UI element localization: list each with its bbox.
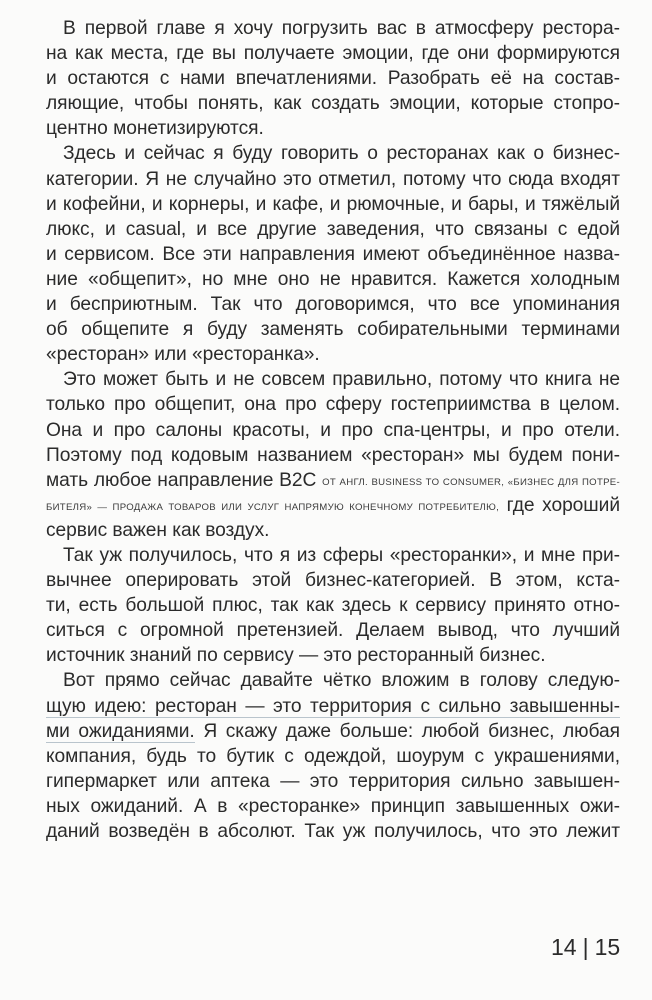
text-line: ных ожиданий. А в «ресторанке» принцип завышенных ожи-	[46, 795, 620, 817]
text-line: ние «общепит», но мне оно не нравится. Кажется холодным	[46, 268, 620, 290]
text-line: Вот прямо сейчас давайте чётко вложим в голову следую-	[63, 670, 620, 692]
text-line	[46, 694, 620, 719]
text-line: Это может быть и не совсем правильно, потому что книга не	[63, 369, 620, 391]
text-line: на как места, где вы получаете эмоции, где они формируются	[46, 43, 620, 65]
text-line: ляющие, чтобы понять, как создать эмоции, которые стопро-	[46, 93, 620, 115]
text-line: и остаются с нами впечатлениями. Разобрать её на состав-	[46, 68, 620, 90]
text-span: мать любое направление B2C	[46, 469, 317, 491]
text-span: где хороший	[506, 494, 620, 516]
page-number-separator: |	[582, 934, 589, 960]
text-line	[46, 493, 620, 518]
page-number-right: 15	[594, 934, 621, 960]
page-number-left: 14	[551, 934, 577, 960]
text-line: ситься с огромной претензией. Делаем вывод, что лучший	[46, 620, 620, 642]
text-line: центно монетизируются.	[46, 118, 264, 140]
text-line: Так уж получилось, что я из сферы «ресторанки», и мне при-	[63, 544, 620, 566]
text-span: Я скажу даже больше: любой бизнес, любая	[203, 720, 620, 742]
text-line: сервис важен как воздух.	[46, 519, 270, 541]
text-line: компания, будь то бутик с одеждой, шоурум с украшениями,	[46, 745, 620, 767]
text-line	[46, 719, 620, 744]
highlighted-text: ми ожиданиями.	[46, 720, 195, 742]
text-body	[46, 16, 620, 844]
text-line: и кофейни, и корнеры, и кафе, и рюмочные, и бары, и тяжёлый	[46, 193, 620, 215]
text-line: Поэтому под кодовым названием «ресторан» мы будем пони-	[46, 444, 620, 466]
page-numbers	[551, 934, 620, 961]
footnote-inline: ОТ АНГЛ. BUSINESS TO CONSUMER, «БИЗНЕС ДЛЯ ПОТРЕ-	[322, 476, 620, 488]
text-line: источник знаний по сервису — это ресторанный бизнес.	[46, 645, 546, 667]
footnote-inline: БИТЕЛЯ» — ПРОДАЖА ТОВАРОВ ИЛИ УСЛУГ НАПРЯМУЮ КОНЕЧНОМУ ПОТРЕБИТЕЛЮ,	[46, 501, 500, 513]
text-line	[46, 468, 620, 493]
highlighted-text: щую идею: ресторан — это территория с сильно завышенны-	[46, 695, 620, 717]
text-line: и сервисом. Все эти направления имеют объединённое назва-	[46, 243, 620, 265]
text-line: категории. Я не случайно это отметил, потому что сюда входят	[46, 168, 620, 190]
text-line: вычнее оперировать этой бизнес-категорией. В этом, кста-	[46, 570, 620, 592]
text-line: В первой главе я хочу погрузить вас в атмосферу ресторa-	[63, 18, 620, 39]
text-line: только про общепит, она про сферу гостеприимства в целом.	[46, 394, 620, 416]
text-line: люкс, и casual, и все другие заведения, что связаны с едой	[46, 218, 620, 240]
text-line: Здесь и сейчас я буду говорить о ресторанах как о бизнес-	[63, 143, 620, 165]
text-line: об общепите я буду заменять собирательными терминами	[46, 319, 620, 341]
text-line: ти, есть большой плюс, так как здесь к сервису принято отно-	[46, 595, 620, 617]
text-line: гипермаркет или аптека — это территория сильно завышен-	[46, 770, 620, 792]
text-line: даний возведён в абсолют. Так уж получилось, что это лежит	[46, 821, 620, 842]
text-line: и бесприютным. Так что договоримся, что все упоминания	[46, 294, 620, 316]
text-line: «ресторан» или «ресторанка».	[46, 344, 320, 366]
text-line: Она и про салоны красоты, и про спа-центры, и про отели.	[46, 419, 620, 441]
